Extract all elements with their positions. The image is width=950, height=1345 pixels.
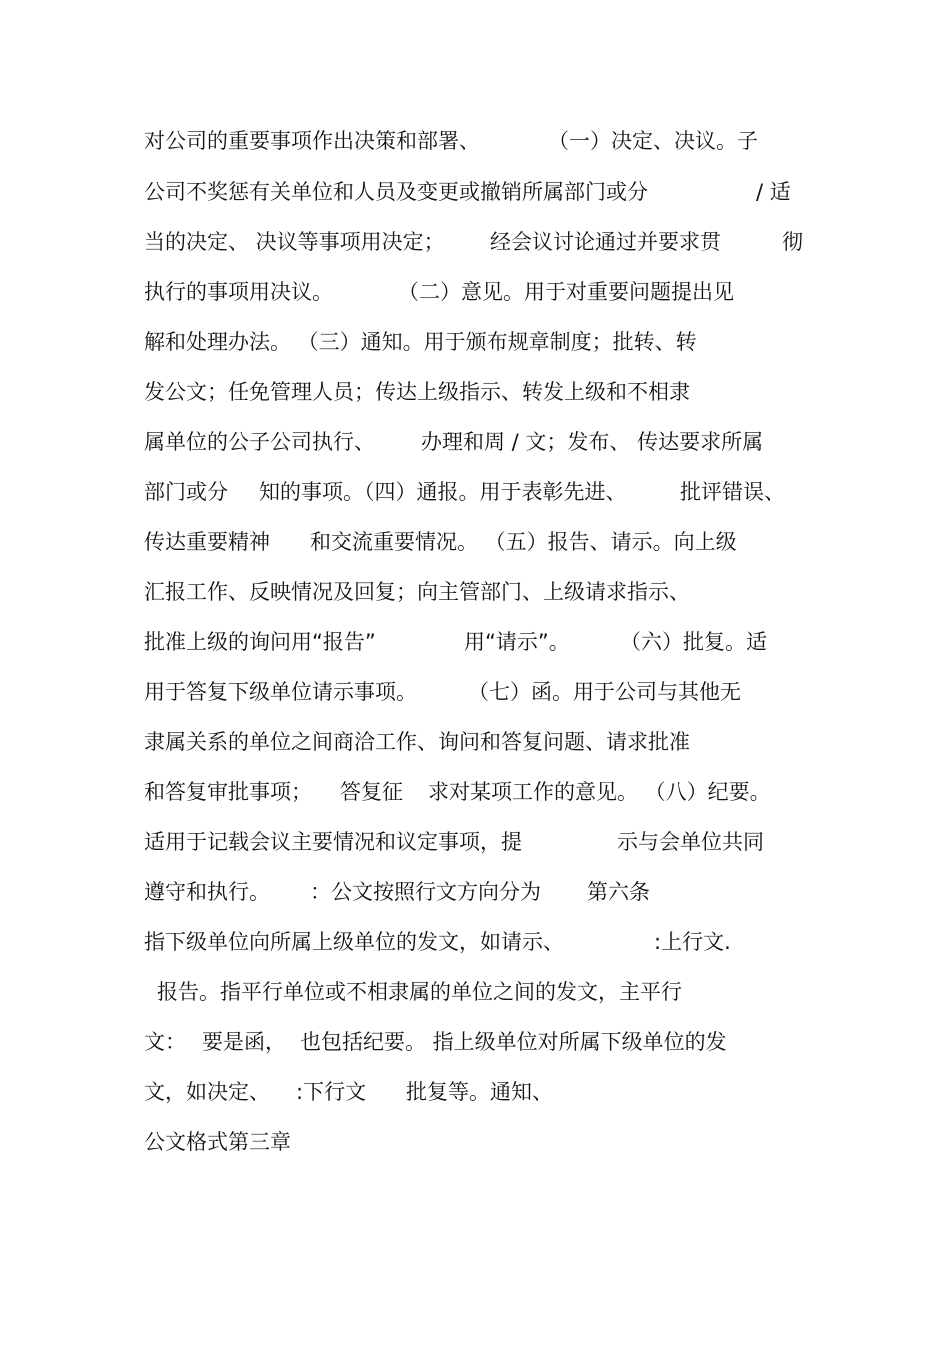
text-segment: 批复等。通知、: [406, 1080, 553, 1104]
text-line: [0, 626, 767, 658]
text-segment: 解和处理办法。 （三）通知。用于颁布规章制度；批转、转: [144, 330, 697, 354]
text-line: [0, 276, 734, 308]
text-line: [0, 726, 690, 758]
text-segment: 汇报工作、反映情况及回复；向主管部门、上级请求指示、: [144, 580, 690, 604]
text-line: [0, 876, 650, 908]
text-segment: 报告。指平行单位或不相隶属的单位之间的发文，主平行: [157, 980, 682, 1004]
text-segment: 批准上级的询问用“报告”: [144, 630, 376, 654]
text-segment: （二）意见。用于对重要问题提出见: [398, 280, 734, 304]
text-segment: 属单位的公子公司执行、: [144, 430, 375, 454]
text-line: [0, 376, 690, 408]
text-segment: 和交流重要情况。 （五）报告、请示。向上级: [310, 530, 737, 554]
text-segment: 彻: [782, 230, 803, 254]
text-segment: （六）批复。适: [620, 630, 767, 654]
text-line: [0, 976, 682, 1008]
text-segment: 公司不奖惩有关单位和人员及变更或撤销所属部门或分: [144, 180, 648, 204]
text-segment: 遵守和执行。: [144, 880, 270, 904]
text-segment: ：公文按照行文方向分为: [310, 880, 541, 904]
text-segment: 第六条: [587, 880, 650, 904]
text-line: [0, 526, 737, 558]
text-line: [0, 776, 771, 808]
text-segment: 经会议讨论通过并要求贯: [490, 230, 721, 254]
text-line: [0, 125, 758, 157]
text-segment: （七）函。用于公司与其他无: [468, 680, 741, 704]
text-line: [0, 476, 785, 508]
section-heading: [0, 1126, 291, 1158]
text-line: [0, 1026, 727, 1058]
text-segment: 知的事项。（四）通报。用于表彰先进、: [259, 480, 627, 504]
text-segment: 求对某项工作的意见。 （八）纪要。: [428, 780, 771, 804]
text-segment: 部门或分: [144, 480, 228, 504]
text-line: [0, 826, 764, 858]
text-segment: 也包括纪要。 指上级单位对所属下级单位的发: [300, 1030, 727, 1054]
text-line: [0, 926, 731, 958]
text-segment: / 适: [756, 180, 791, 204]
text-segment: 发公文；任免管理人员；传达上级指示、转发上级和不相隶: [144, 380, 690, 404]
text-line: [0, 326, 697, 358]
text-segment: 隶属关系的单位之间商洽工作、询问和答复问题、请求批准: [144, 730, 690, 754]
text-segment: （一）决定、决议。子: [548, 129, 758, 153]
text-segment: 办理和周 / 文；发布、 传达要求所属: [421, 430, 764, 454]
text-segment: 用于答复下级单位请示事项。: [144, 680, 417, 704]
text-segment: 适用于记载会议主要情况和议定事项，提: [144, 830, 522, 854]
text-segment: 和答复审批事项；: [144, 780, 312, 804]
text-segment: :下行文: [296, 1080, 367, 1104]
text-line: [0, 176, 791, 208]
text-line: [0, 576, 690, 608]
text-segment: 执行的事项用决议。: [144, 280, 333, 304]
text-line: [0, 676, 741, 708]
text-segment: 公文格式第三章: [144, 1130, 291, 1154]
text-segment: 文：: [144, 1030, 186, 1054]
text-line: [0, 1076, 553, 1108]
text-line: [0, 426, 764, 458]
text-segment: 批评错误、: [680, 480, 785, 504]
text-segment: 答复征: [340, 780, 403, 804]
text-segment: 对公司的重要事项作出决策和部署、: [144, 129, 480, 153]
text-segment: 文，如决定、: [144, 1080, 270, 1104]
text-segment: 指下级单位向所属上级单位的发文，如请示、: [144, 930, 564, 954]
text-segment: :上行文.: [654, 930, 731, 954]
text-segment: 示与会单位共同: [617, 830, 764, 854]
text-segment: 要是函，: [202, 1030, 286, 1054]
text-segment: 传达重要精神: [144, 530, 270, 554]
text-segment: 用“请示”。: [464, 630, 570, 654]
text-segment: 当的决定、 决议等事项用决定；: [144, 230, 445, 254]
text-line: [0, 226, 803, 258]
